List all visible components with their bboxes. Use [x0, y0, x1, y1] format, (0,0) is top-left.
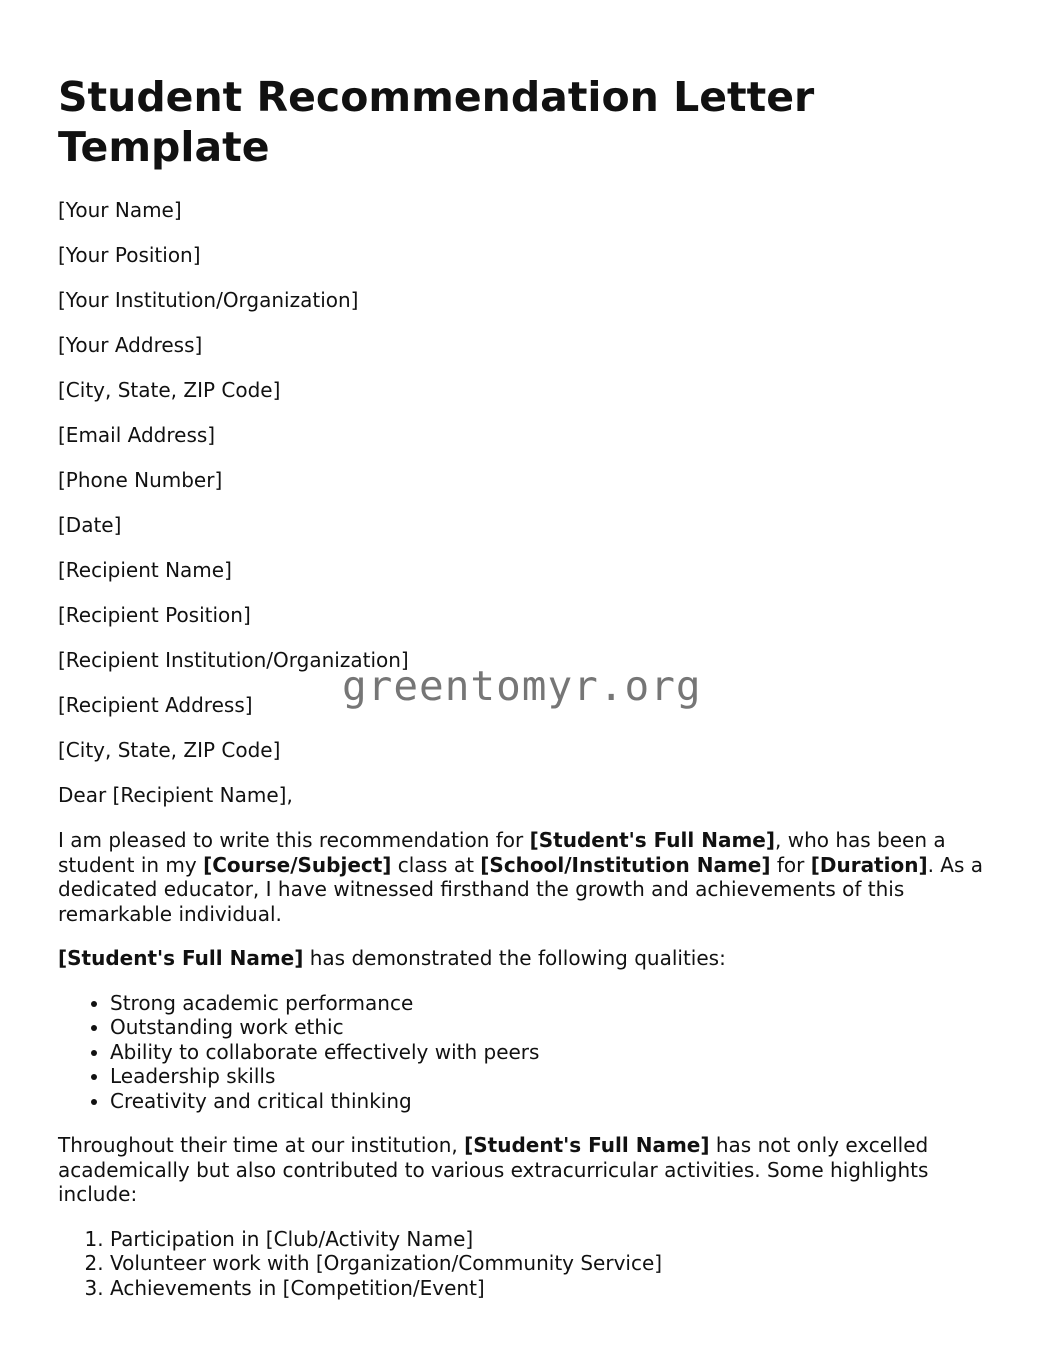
qualities-paragraph — [58, 946, 998, 971]
intro-duration: [Duration] — [810, 852, 928, 877]
sender-city-state-zip: [City, State, ZIP Code] — [58, 378, 281, 402]
intro-text-4: for — [770, 852, 811, 877]
recipient-name: [Recipient Name] — [58, 558, 232, 582]
sender-phone: [Phone Number] — [58, 468, 223, 492]
intro-course: [Course/Subject] — [203, 852, 392, 877]
list-item: 2. Volunteer work with [Organization/Community Service] — [110, 1251, 998, 1276]
recipient-address: [Recipient Address] — [58, 693, 253, 717]
list-item: • Ability to collaborate effectively with peers — [110, 1040, 998, 1065]
extracurricular-text-1: Throughout their time at our institution, — [58, 1133, 465, 1157]
recipient-city-state-zip: [City, State, ZIP Code] — [58, 738, 281, 762]
page-title: Student Recommendation Letter Template — [58, 73, 815, 171]
sender-email: [Email Address] — [58, 423, 216, 447]
letter-date: [Date] — [58, 513, 122, 537]
list-item: • Strong academic performance — [110, 991, 998, 1016]
qualities-student-name: [Student's Full Name] — [58, 946, 304, 970]
sender-position: [Your Position] — [58, 243, 201, 267]
sender-name: [Your Name] — [58, 198, 182, 222]
list-item: 3. Achievements in [Competition/Event] — [110, 1276, 998, 1301]
intro-paragraph — [58, 828, 998, 926]
sender-address: [Your Address] — [58, 333, 203, 357]
qualities-list — [58, 991, 998, 1114]
intro-text-5: . As a dedicated educator, I have witnessed firsthand the growth and achievements of this remarkable individual. — [58, 852, 984, 926]
recipient-position: [Recipient Position] — [58, 603, 251, 627]
list-item: • Creativity and critical thinking — [110, 1089, 998, 1114]
watermark: greentomyr.org — [342, 662, 702, 710]
qualities-text: has demonstrated the following qualities: — [303, 946, 726, 970]
recipient-institution: [Recipient Institution/Organization] — [58, 648, 409, 672]
list-item: • Leadership skills — [110, 1064, 998, 1089]
intro-text-2: , who has been a student in my — [58, 828, 946, 877]
intro-school: [School/Institution Name] — [480, 852, 771, 877]
intro-student-name: [Student's Full Name] — [529, 828, 775, 852]
extracurricular-text-2: has not only excelled academically but also contributed to various extracurricular activities. Some highlights include: — [58, 1133, 929, 1206]
list-item: • Outstanding work ethic — [110, 1015, 998, 1040]
intro-text-1: I am pleased to write this recommendation for — [58, 828, 530, 852]
intro-text-3: class at — [391, 852, 481, 877]
extracurricular-student-name: [Student's Full Name] — [464, 1133, 710, 1157]
extracurricular-paragraph — [58, 1133, 998, 1207]
salutation: Dear [Recipient Name], — [58, 783, 293, 807]
letter-page — [58, 72, 998, 1320]
list-item: 1. Participation in [Club/Activity Name] — [110, 1227, 998, 1252]
highlights-list — [58, 1227, 998, 1301]
sender-institution: [Your Institution/Organization] — [58, 288, 359, 312]
